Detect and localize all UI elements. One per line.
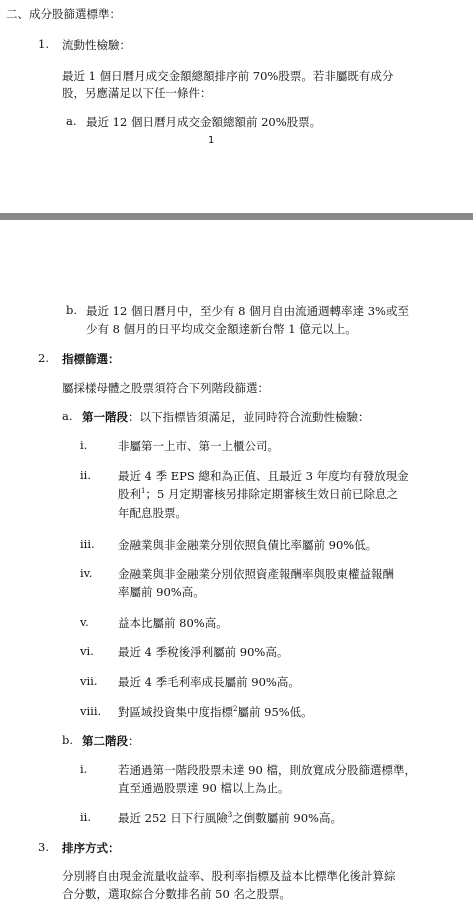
criteria-line: 年配息股票。 bbox=[118, 506, 187, 520]
phase-b-item-number: ii. bbox=[80, 810, 92, 824]
phase-b-title: 第二階段 bbox=[82, 734, 128, 748]
page-number: 1 bbox=[208, 135, 215, 146]
sub-a-number: a. bbox=[66, 114, 77, 128]
sub-b-line-1: 最近 12 個日曆月中，至少有 8 個月自由流通週轉率達 3%或至 bbox=[86, 304, 409, 318]
phase-b-item-number: i. bbox=[80, 762, 88, 776]
criteria-line: 金融業與非金融業分別依照負債比率屬前 90%低。 bbox=[118, 538, 378, 552]
criteria-line: 金融業與非金融業分別依照資產報酬率與股東權益報酬 bbox=[118, 567, 394, 581]
phase-a-line bbox=[82, 409, 370, 425]
criteria-line bbox=[118, 704, 313, 720]
footnote-marker: 2 bbox=[233, 705, 238, 713]
criteria-line: 最近 4 季毛利率成長屬前 90%高。 bbox=[118, 675, 300, 689]
criteria-line: 益本比屬前 80%高。 bbox=[118, 616, 228, 630]
phase-b-item-line: 直至通過股票達 90 檔以上為止。 bbox=[118, 781, 290, 795]
page-separator bbox=[0, 213, 473, 220]
criteria-number: viii. bbox=[80, 704, 102, 718]
item-2-intro: 屬採樣母體之股票須符合下列階段篩選： bbox=[62, 381, 269, 395]
sub-b-number: b. bbox=[66, 303, 78, 317]
item-1-number: 1. bbox=[38, 37, 49, 51]
phase-b-item-line bbox=[118, 810, 342, 826]
criteria-number: iii. bbox=[80, 537, 95, 551]
sub-b-line-2: 少有 8 個月的日平均成交金額達新台幣 1 億元以上。 bbox=[86, 322, 357, 336]
phase-b-text: 最近 252 日下行風險 bbox=[118, 811, 228, 825]
item-2-title: 指標篩選： bbox=[62, 352, 120, 366]
footnote-marker: 1 bbox=[141, 487, 146, 495]
phase-a-title: 第一階段 bbox=[82, 410, 128, 424]
item-3-title: 排序方式： bbox=[62, 841, 120, 855]
item-3-number: 3. bbox=[38, 840, 49, 854]
phase-a-rest: ：以下指標皆須滿足，並同時符合流動性檢驗： bbox=[128, 410, 370, 424]
footnote-marker: 3 bbox=[227, 811, 233, 819]
phase-b-line bbox=[82, 733, 140, 749]
item-3-line-1: 分別將自由現金流量收益率、股利率指標及益本比標準化後計算綜 bbox=[62, 869, 396, 883]
criteria-line: 最近 4 季 EPS 總和為正值、且最近 3 年度均有發放現金 bbox=[118, 469, 409, 483]
item-1-paragraph-line-2: 股，另應滿足以下任一條件： bbox=[62, 86, 212, 100]
criteria-line bbox=[118, 486, 398, 502]
criteria-number: i. bbox=[80, 438, 88, 452]
item-1-title: 流動性檢驗： bbox=[62, 38, 131, 52]
item-1-paragraph-line-1: 最近 1 個日曆月成交金額總額排序前 70%股票。若非屬既有成分 bbox=[62, 69, 394, 83]
criteria-line: 率屬前 90%高。 bbox=[118, 585, 205, 599]
criteria-text: 屬前 95%低。 bbox=[237, 705, 313, 719]
phase-b-number: b. bbox=[62, 733, 74, 747]
phase-b-item-line: 若通過第一階段股票未達 90 檔，則放寬成分股篩選標準， bbox=[118, 763, 416, 777]
phase-b-rest: ： bbox=[128, 734, 140, 748]
criteria-text: 對區域投資集中度指標 bbox=[118, 705, 233, 719]
criteria-number: vi. bbox=[80, 644, 94, 658]
criteria-number: iv. bbox=[80, 566, 93, 580]
criteria-text: ；5 月定期審核另排除定期審核生效日前已除息之 bbox=[145, 487, 398, 501]
phase-b-text: 之倒數屬前 90%高。 bbox=[232, 811, 342, 825]
item-3-line-2: 合分數，選取綜合分數排名前 50 名之股票。 bbox=[62, 887, 291, 901]
criteria-line: 非屬第一上市、第一上櫃公司。 bbox=[118, 439, 279, 453]
item-2-number: 2. bbox=[38, 351, 49, 365]
sub-a-text: 最近 12 個日曆月成交金額總額前 20%股票。 bbox=[86, 115, 322, 129]
phase-a-number: a. bbox=[62, 409, 73, 423]
criteria-text: 股利 bbox=[118, 487, 141, 501]
criteria-line: 最近 4 季稅後淨利屬前 90%高。 bbox=[118, 645, 289, 659]
section-heading: 二、成分股篩選標準： bbox=[6, 7, 121, 21]
criteria-number: ii. bbox=[80, 468, 92, 482]
criteria-number: vii. bbox=[80, 674, 98, 688]
criteria-number: v. bbox=[80, 615, 89, 629]
